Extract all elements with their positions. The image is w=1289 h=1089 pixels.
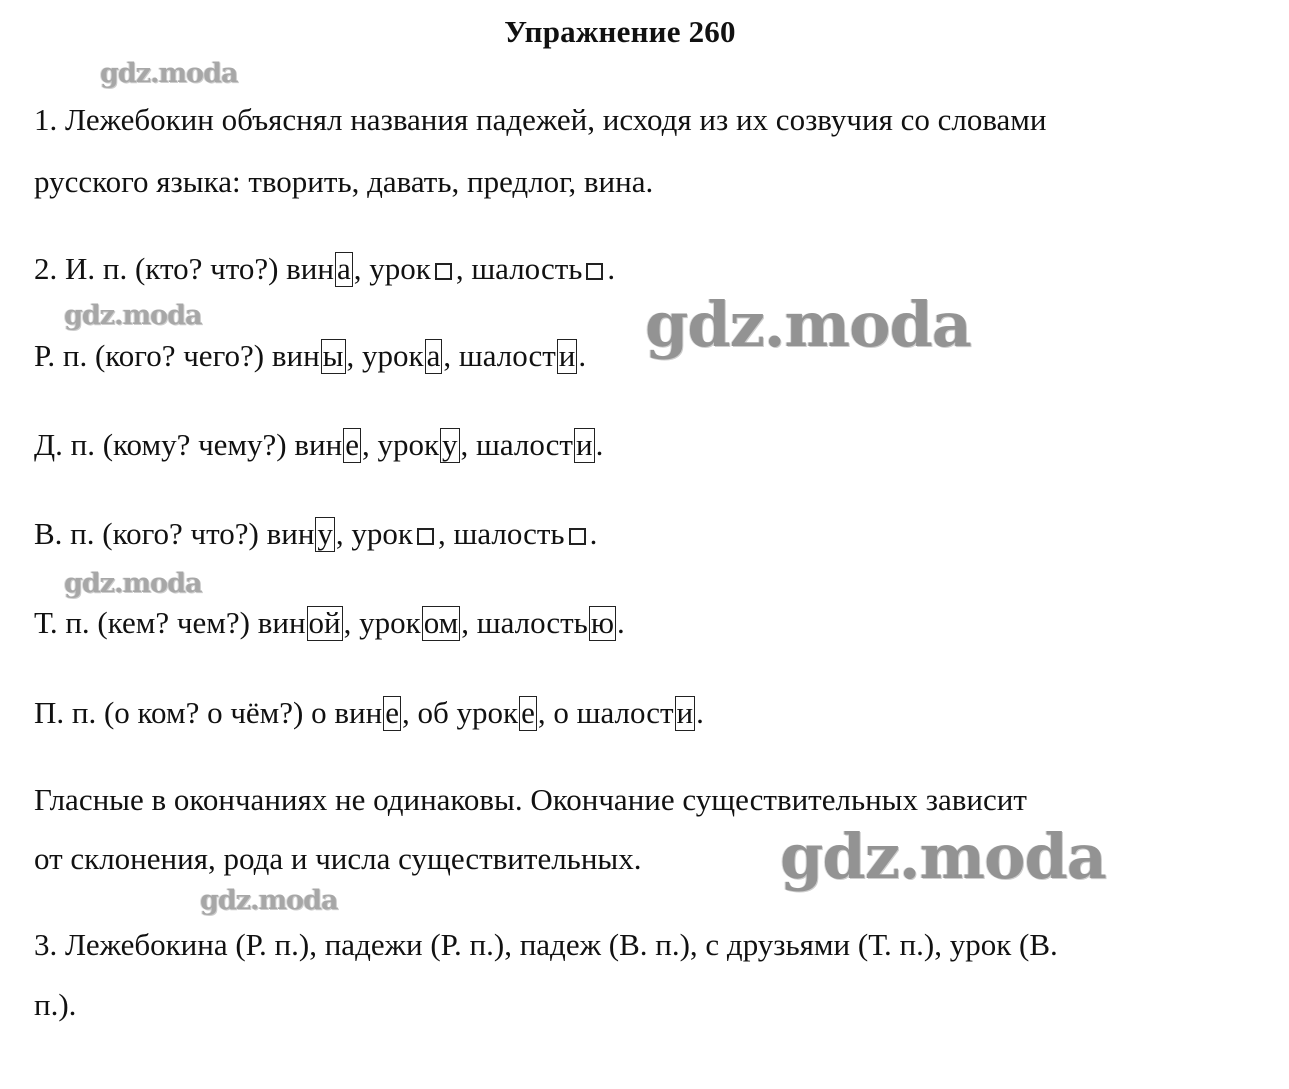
- case-row-accusative: [34, 517, 597, 552]
- case-text: .: [617, 605, 625, 640]
- case-row-dative: [34, 428, 603, 463]
- case-row-nominative: [34, 252, 615, 287]
- ending-box: и: [575, 427, 593, 462]
- case-text: , шалость: [455, 251, 583, 286]
- watermark: gdz.moda: [200, 885, 338, 916]
- case-text: В. п. (кого? что?) вин: [34, 516, 315, 551]
- case-text: .: [595, 427, 604, 462]
- paragraph-3-line-1: 3. Лежебокина (Р. п.), падежи (Р. п.), падеж (В. п.), с друзьями (Т. п.), урок (В.: [34, 927, 1058, 962]
- case-text: 2. И. п. (кто? что?) вин: [34, 251, 334, 286]
- case-row-instrumental: [34, 606, 625, 641]
- zero-ending-box: [435, 263, 452, 280]
- ending-box: у: [442, 427, 458, 462]
- page-title: Упражнение 260: [504, 14, 736, 49]
- case-text: , шалост: [460, 427, 573, 462]
- case-text: .: [578, 338, 587, 373]
- ending-box: у: [317, 516, 333, 551]
- case-text: Т. п. (кем? чем?) вин: [34, 605, 306, 640]
- ending-box: и: [558, 338, 576, 373]
- case-text: , урок: [335, 516, 413, 551]
- paragraph-1-line-1: 1. Лежебокин объяснял названия падежей, исходя из их созвучия со словами: [34, 102, 1047, 137]
- case-row-genitive: [34, 339, 586, 374]
- ending-box: а: [336, 251, 351, 286]
- ending-box: е: [385, 695, 399, 730]
- case-text: .: [696, 695, 704, 730]
- watermark: gdz.moda: [64, 568, 202, 599]
- case-text: , шалость: [437, 516, 565, 551]
- ending-box: ы: [322, 338, 344, 373]
- ending-box: е: [521, 695, 535, 730]
- ending-box: ой: [308, 605, 341, 640]
- ending-box: е: [345, 427, 359, 462]
- zero-ending-box: [586, 263, 603, 280]
- ending-box: ом: [423, 605, 459, 640]
- case-text: , о шалост: [537, 695, 674, 730]
- case-text: .: [607, 251, 616, 286]
- watermark: gdz.moda: [780, 820, 1106, 893]
- paragraph-2-line-1: Гласные в окончаниях не одинаковы. Окончание существительных зависит: [34, 782, 1027, 817]
- case-text: , шалость: [461, 605, 588, 640]
- watermark: gdz.moda: [64, 300, 202, 331]
- case-text: , урок: [361, 427, 440, 462]
- case-text: , урок: [353, 251, 431, 286]
- paragraph-2-line-2: от склонения, рода и числа существительных.: [34, 841, 642, 876]
- ending-box: ю: [590, 605, 614, 640]
- case-text: П. п. (о ком? о чём?) о вин: [34, 695, 383, 730]
- case-text: Д. п. (кому? чему?) вин: [34, 427, 343, 462]
- case-text: , шалост: [443, 338, 556, 373]
- case-text: , урок: [346, 338, 424, 373]
- zero-ending-box: [417, 528, 434, 545]
- case-text: , урок: [343, 605, 421, 640]
- case-row-prepositional: [34, 696, 704, 731]
- paragraph-3-line-2: п.).: [34, 987, 77, 1022]
- paragraph-1-line-2: русского языка: творить, давать, предлог, вина.: [34, 164, 654, 199]
- case-text: Р. п. (кого? чего?) вин: [34, 338, 320, 373]
- ending-box: и: [676, 695, 694, 730]
- ending-box: а: [426, 338, 441, 373]
- watermark: gdz.moda: [100, 58, 238, 89]
- zero-ending-box: [569, 528, 586, 545]
- case-text: .: [589, 516, 598, 551]
- case-text: , об урок: [401, 695, 519, 730]
- watermark: gdz.moda: [645, 288, 971, 361]
